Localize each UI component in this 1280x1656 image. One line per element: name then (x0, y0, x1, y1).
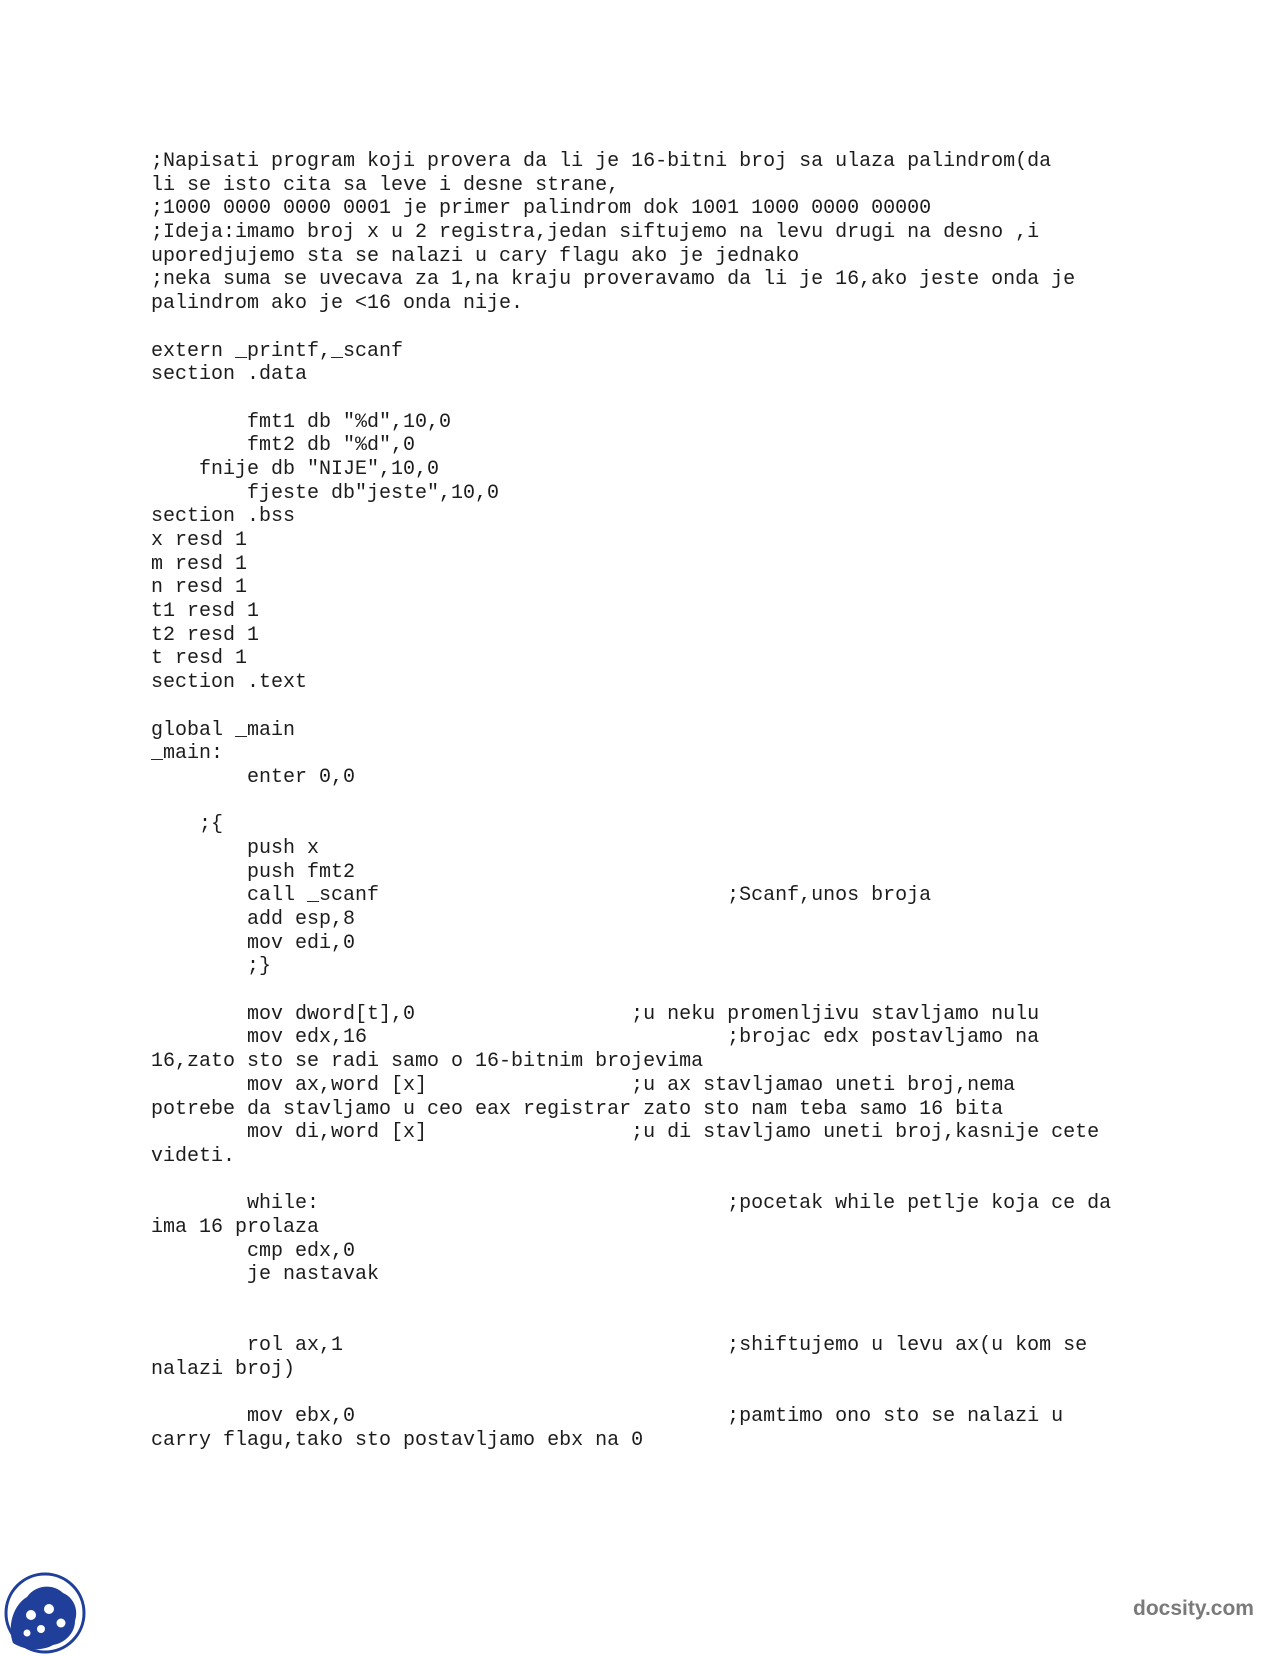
code-line: ;1000 0000 0000 0001 je primer palindrom dok 1001 1000 0000 00000 (151, 197, 932, 221)
code-line: carry flagu,tako sto postavljamo ebx na 0 (151, 1429, 644, 1453)
code-line (151, 1169, 1151, 1193)
code-line: 16,zato sto se radi samo o 16-bitnim brojevima (151, 1050, 704, 1074)
code-line: call _scanf ;Scanf,unos broja (151, 884, 932, 908)
code-line: section .text (151, 671, 308, 695)
code-line: ima 16 prolaza (151, 1215, 320, 1239)
code-line: nalazi broj) (151, 1358, 296, 1382)
code-line (151, 695, 1151, 719)
code-line (151, 1287, 1151, 1311)
code-line: global _main (151, 718, 296, 742)
code-line (151, 316, 1151, 340)
code-line: x resd 1 (151, 529, 248, 552)
code-line: fjeste db"jeste",10,0 (151, 481, 500, 505)
code-line: mov ebx,0 ;pamtimo ono sto se nalazi u (151, 1405, 1064, 1429)
code-line: mov di,word [x] ;u di stavljamo uneti broj,kasnije cete (151, 1121, 1100, 1145)
code-line: ;neka suma se uvecava za 1,na kraju proveravamo da li je 16,ako jeste onda je (151, 268, 1076, 292)
code-line: add esp,8 (151, 908, 356, 931)
code-line: li se isto cita sa leve i desne strane, (151, 173, 620, 197)
code-line (151, 1382, 1151, 1406)
code-line: push fmt2 (151, 860, 356, 884)
code-line: ;} (151, 955, 272, 979)
code-line: palindrom ako je <16 onda nije. (151, 292, 524, 316)
code-line: enter 0,0 (151, 765, 356, 789)
code-line: fmt1 db "%d",10,0 (151, 410, 452, 434)
docsity-logo-icon[interactable] (3, 1571, 87, 1655)
code-line: mov ax,word [x] ;u ax stavljamao uneti broj,nema (151, 1073, 1016, 1097)
code-listing (151, 150, 1151, 1453)
code-line: mov edx,16 ;brojac edx postavljamo na (151, 1026, 1040, 1050)
code-line: _main: (151, 742, 224, 766)
code-line: section .bss (151, 505, 296, 529)
code-line: ;{ (151, 813, 224, 837)
code-line: t1 resd 1 (151, 600, 260, 624)
code-line (151, 1311, 1151, 1335)
code-line: potrebe da stavljamo u ceo eax registrar zato sto nam teba samo 16 bita (151, 1097, 1004, 1121)
code-line: fnije db "NIJE",10,0 (151, 457, 440, 481)
code-line: while: ;pocetak while petlje koja ce da (151, 1192, 1112, 1216)
code-line: push x (151, 836, 320, 860)
code-line: mov edi,0 (151, 931, 356, 955)
code-line: t resd 1 (151, 647, 248, 671)
code-line (151, 790, 1151, 814)
code-line: mov dword[t],0 ;u neku promenljivu stavljamo nulu (151, 1002, 1040, 1026)
docsity-brand-link[interactable]: docsity.com (1133, 1597, 1254, 1620)
code-line: rol ax,1 ;shiftujemo u levu ax(u kom se (151, 1334, 1088, 1358)
code-line: extern _printf,_scanf (151, 339, 404, 363)
code-line: ;Ideja:imamo broj x u 2 registra,jedan siftujemo na levu drugi na desno ,i (151, 221, 1040, 245)
code-line (151, 979, 1151, 1003)
code-line: je nastavak (151, 1263, 380, 1287)
code-line: n resd 1 (151, 576, 248, 600)
code-line: t2 resd 1 (151, 623, 260, 647)
code-line: fmt2 db "%d",0 (151, 434, 416, 458)
code-line (151, 387, 1151, 411)
code-line: uporedjujemo sta se nalazi u cary flagu ako je jednako (151, 244, 800, 268)
code-line: m resd 1 (151, 552, 248, 576)
code-line: ;Napisati program koji provera da li je 16-bitni broj sa ulaza palindrom(da (151, 150, 1052, 173)
code-line: videti. (151, 1144, 236, 1168)
code-line: cmp edx,0 (151, 1239, 356, 1263)
code-line: section .data (151, 363, 308, 387)
